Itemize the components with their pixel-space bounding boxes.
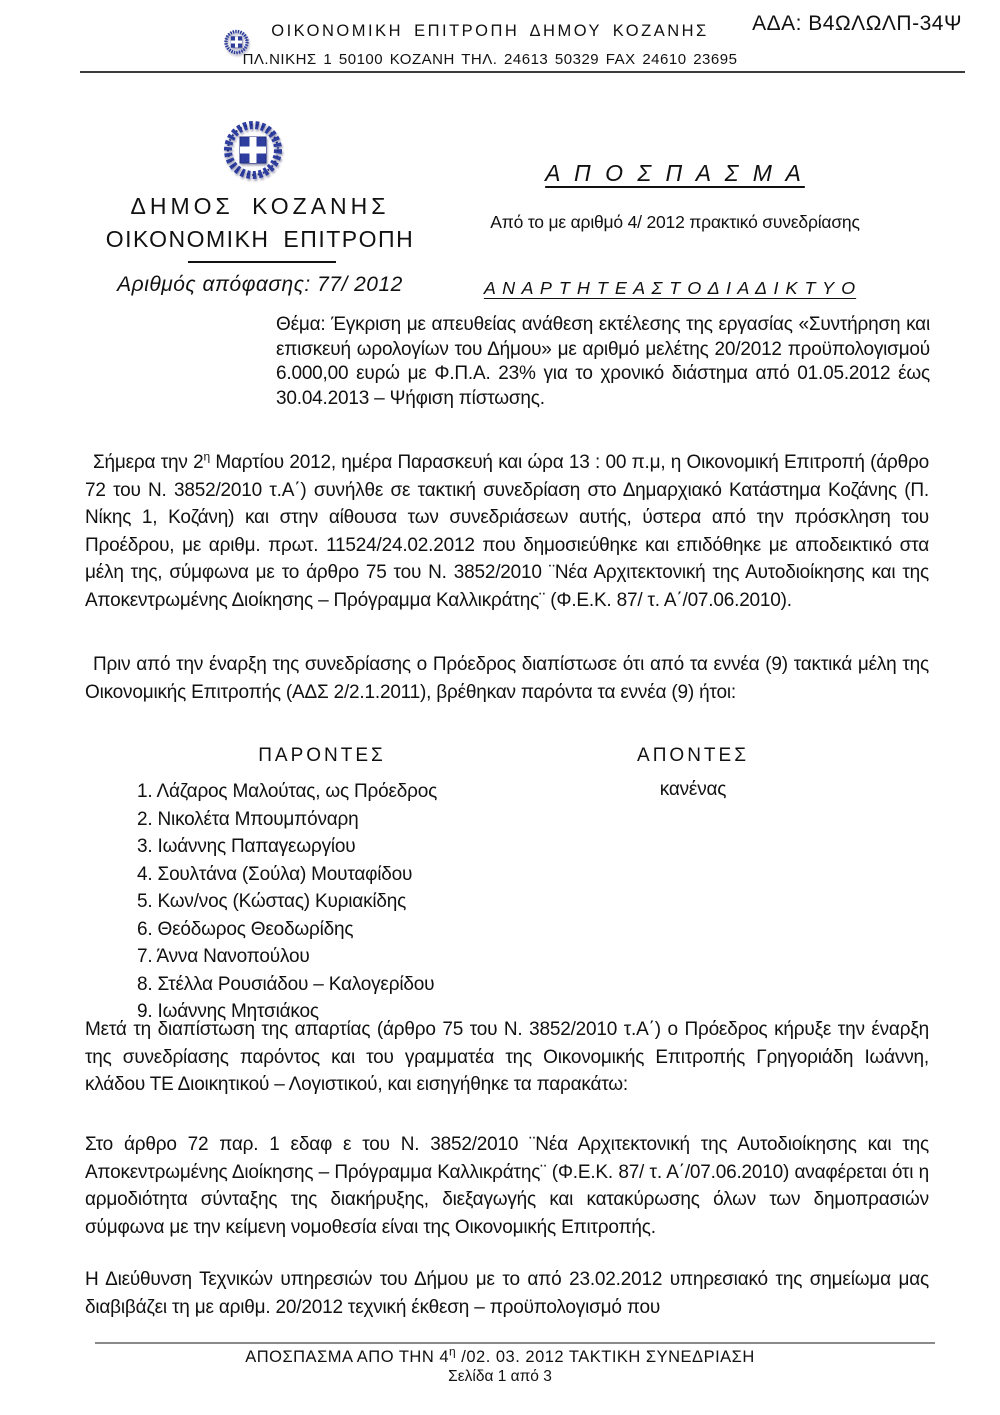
footer-divider bbox=[95, 1342, 935, 1344]
municipality-name: ΔΗΜΟΣ ΚΟΖΑΝΗΣ bbox=[130, 193, 390, 219]
page-number: Σελίδα 1 από 3 bbox=[448, 1368, 552, 1385]
authority-underline bbox=[188, 261, 336, 263]
internet-posting-note: Α Ν Α Ρ Τ Η Τ Ε Α Σ Τ Ο Δ Ι Α Δ Ι Κ Τ Υ Ο bbox=[483, 278, 857, 298]
present-heading: ΠΑΡΟΝΤΕΣ bbox=[258, 745, 386, 766]
list-item: 5. Κων/νος (Κώστας) Κυριακίδης bbox=[137, 891, 407, 912]
list-item: 6. Θεόδωρος Θεοδωρίδης bbox=[137, 918, 354, 940]
greek-emblem-icon-large bbox=[221, 112, 285, 188]
letterhead-address-line: ΠΛ.ΝΙΚΗΣ 1 50100 ΚΟΖΑΝΗ ΤΗΛ. 24613 50329 FAX 24610 23695 bbox=[242, 51, 738, 68]
authority-block bbox=[95, 193, 425, 253]
p1-text-rest: Μαρτίου 2012, ημέρα Παρασκευή και ώρα 13 : 00 π.μ, η Οικονομική Επιτροπή (άρθρο 72 του Ν. 3852/2010 τ.Α΄) συνήλθε σε τακτική συνεδρίαση στο Δημαρχιακό Κατάστημα Κοζάνης (Π. Νίκης 1, Κοζάνη) και στην αίθουσα των συνεδριάσεων αυτής, ύστερα από την πρόσκληση του Προέδρου, με αριθμ. πρωτ. 11524/24.02.2012 που δημοσιεύθηκε και επιδόθηκε με αποδεικτικό στα μέλη της, σύμφωνα με το άρθρο 75 του Ν. 3852/2010 ¨Νέα Αρχιτεκτονική της Αυτοδιοίκησης και της Αποκεντρωμένης Διοίκησης – Πρόγραμμα Καλλικράτης¨ (Φ.Ε.Κ. 87/ τ. Α΄/07.06.2010). bbox=[85, 452, 930, 611]
footer-text-rest: /02. 03. 2012 ΤΑΚΤΙΚΗ ΣΥΝΕΔΡΙΑΣΗ bbox=[456, 1348, 755, 1366]
body-paragraph-3: Μετά τη διαπίστωση της απαρτίας (άρθρο 75 του Ν. 3852/2010 τ.Α΄) ο Πρόεδρος κήρυξε την έναρξη της συνεδρίασης παρόντος και του γραμματέα της Οικονομικής Επιτροπής Γρηγοριάδη Ιωάννη, κλάδου ΤΕ Διοικητικού – Λογιστικού, και εισηγήθηκε τα παρακάτω: bbox=[85, 1019, 929, 1095]
ada-code: ΑΔΑ: Β4ΩΛΩΛΠ-34Ψ bbox=[752, 12, 962, 35]
absent-members-value: κανένας bbox=[659, 779, 727, 800]
p1-text-start: Σήμερα την 2 bbox=[93, 452, 204, 473]
body-paragraph-2: Πριν από την έναρξη της συνεδρίασης ο Πρόεδρος διαπίστωσε ότι από τα εννέα (9) τακτικά μέλη της Οικονομικής Επιτροπής (ΑΔΣ 2/2.1.2011), βρέθηκαν παρόντα τα εννέα (9) ήτοι: bbox=[85, 654, 929, 703]
list-item: 8. Στέλλα Ρουσιάδου – Καλογερίδου bbox=[137, 973, 435, 995]
header-divider bbox=[80, 71, 965, 73]
body-paragraph-4: Στο άρθρο 72 παρ. 1 εδαφ ε του Ν. 3852/2010 ¨Νέα Αρχιτεκτονική της Αυτοδιοίκησης και της Αποκεντρωμένης Διοίκησης – Πρόγραμμα Καλλικράτης¨ (Φ.Ε.Κ. 87/ τ. Α΄/07.06.2010) αναφέρεται ότι η αρμοδιότητα σύνταξης της διακήρυξης, διεξαγωγής και κατακύρωσης όλων των δημοπρασιών σύμφωνα με την κείμενη νομοθεσία είναι της Οικονομικής Επιτροπής. bbox=[85, 1134, 929, 1238]
excerpt-title: Α Π Ο Σ Π Α Σ Μ Α bbox=[545, 160, 805, 186]
p1-ordinal-superscript: η bbox=[203, 449, 210, 464]
committee-name: ΟΙΚΟΝΟΜΙΚΗ ΕΠΙΤΡΟΠΗ bbox=[105, 226, 415, 252]
list-item: 9. Ιωάννης Μητσιάκος bbox=[137, 1001, 319, 1022]
body-paragraph-1 bbox=[85, 449, 929, 614]
absent-heading: ΑΠΟΝΤΕΣ bbox=[637, 745, 749, 766]
list-item: 2. Νικολέτα Μπουμπόναρη bbox=[137, 808, 359, 830]
present-members-list bbox=[137, 778, 557, 1026]
list-item: 1. Λάζαρος Μαλούτας, ως Πρόεδρος bbox=[137, 781, 438, 802]
list-item: 7. Άννα Νανοπούλου bbox=[137, 946, 310, 967]
list-item: 3. Ιωάννης Παπαγεωργίου bbox=[137, 836, 356, 857]
list-item: 4. Σουλτάνα (Σούλα) Μουταφίδου bbox=[137, 863, 413, 885]
footer-ordinal-superscript: η bbox=[449, 1344, 457, 1359]
letterhead bbox=[240, 22, 740, 68]
footer-session-line bbox=[100, 1344, 900, 1367]
excerpt-subtitle: Από το με αριθμό 4/ 2012 πρακτικό συνεδρίασης bbox=[490, 212, 860, 232]
letterhead-org-line: ΟΙΚΟΝΟΜΙΚΗ ΕΠΙΤΡΟΠΗ ΔΗΜΟΥ ΚΟΖΑΝΗΣ bbox=[271, 22, 709, 40]
footer-text-start: ΑΠΟΣΠΑΣΜΑ ΑΠΟ ΤΗΝ 4 bbox=[245, 1348, 449, 1366]
decision-number: Αριθμός απόφασης: 77/ 2012 bbox=[117, 273, 403, 296]
body-paragraph-5: Η Διεύθυνση Τεχνικών υπηρεσιών του Δήμου με το από 23.02.2012 υπηρεσιακό της σημείωμα μας διαβιβάζει τη με αριθμ. 20/2012 τεχνική έκθεση – προϋπολογισμό που bbox=[85, 1269, 929, 1318]
subject-paragraph: Θέμα: Έγκριση με απευθείας ανάθεση εκτέλεσης της εργασίας «Συντήρηση και επισκευή ωρολογίων του Δήμου» με αριθμό μελέτης 20/2012 προϋπολογισμού 6.000,00 ευρώ με Φ.Π.Α. 23% για το χρονικό διάστημα από 01.05.2012 έως 30.04.2013 – Ψήφιση πίστωσης. bbox=[276, 314, 930, 409]
